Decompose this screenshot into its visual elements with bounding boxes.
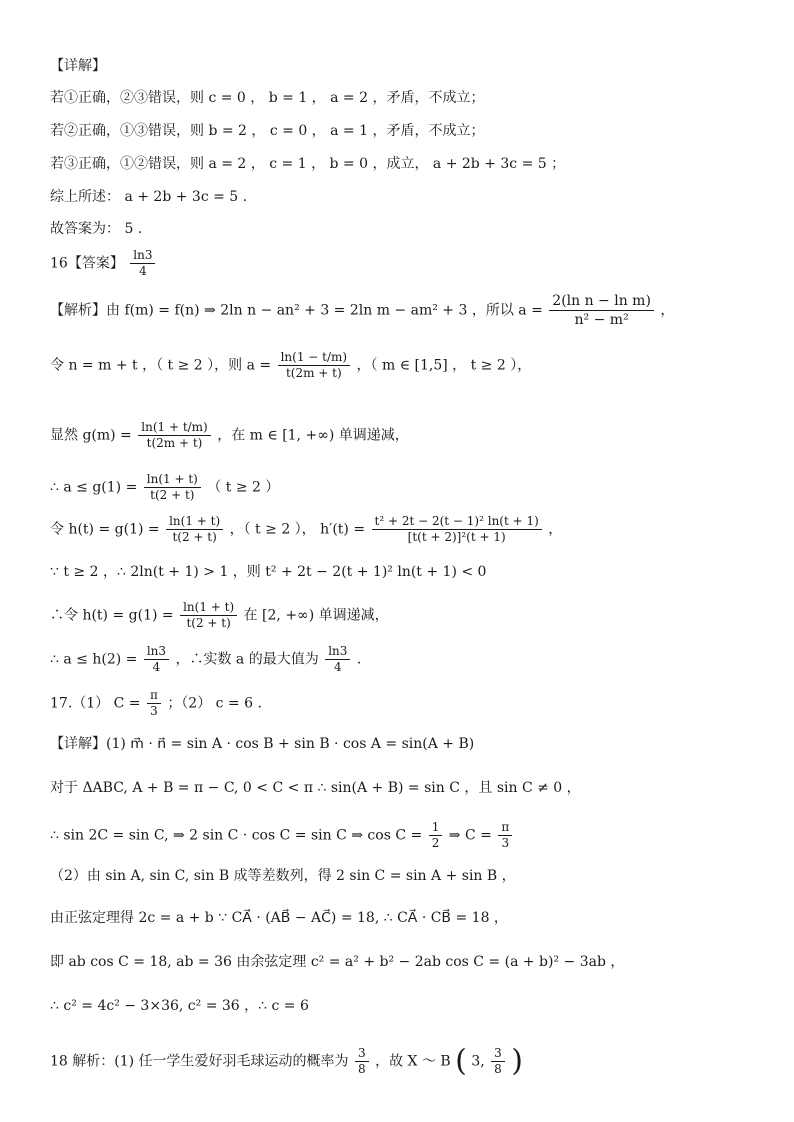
fraction-denominator: 4 xyxy=(152,660,161,674)
derivative-fraction xyxy=(372,514,542,545)
fraction-denominator: t(2 + t) xyxy=(150,488,195,502)
binomial-p-fraction xyxy=(491,1046,505,1077)
h-fraction xyxy=(166,514,223,545)
q18-text: 18 解析：(1) 任一学生爱好羽毛球运动的概率为 xyxy=(50,1053,349,1070)
fraction-denominator: t(2m + t) xyxy=(146,436,203,450)
bound-line xyxy=(50,472,754,503)
fraction-numerator: t² + 2t − 2(t − 1)² ln(t + 1) xyxy=(372,514,542,530)
g-monotone-text: 显然 g(m) = xyxy=(50,427,132,444)
fraction-denominator: t(2m + t) xyxy=(285,366,342,380)
left-paren: ( xyxy=(455,1043,467,1079)
case-1-line: 若①正确，②③错误，则 c = 0 ， b = 1 ， a = 2 ，矛盾，不成立； xyxy=(50,90,485,106)
q16-analysis-tail: ， xyxy=(660,302,675,319)
q16-answer-fraction xyxy=(130,248,155,279)
cosine-rule-line: 即 ab cos C = 18, ab = 36 由余弦定理 c² = a² + b² − 2ab cos C = (a + b)² − 3ab ， xyxy=(50,954,625,970)
fraction-denominator: n² − m² xyxy=(574,312,629,328)
fraction-numerator: 1 xyxy=(429,820,443,836)
analysis-fraction xyxy=(549,292,654,329)
q17-detail-line: 【详解】(1) m⃗ · n⃗ = sin A · cos B + sin B · cos A = sin(A + B) xyxy=(50,736,475,752)
cos-text: ∴ sin 2C = sin C, ⇒ 2 sin C · cos C = sin C ⇒ cos C = xyxy=(50,827,423,844)
h-monotone-text: ∴令 h(t) = g(1) = xyxy=(50,607,174,624)
arithmetic-seq-line: （2）由 sin A, sin C, sin B 成等差数列，得 2 sin C = sin A + sin B ， xyxy=(50,868,516,884)
fraction-numerator: ln(1 + t) xyxy=(166,514,223,530)
fraction-denominator: 4 xyxy=(333,660,342,674)
fraction-numerator: ln(1 − t/m) xyxy=(278,350,351,366)
fraction-denominator: 8 xyxy=(358,1062,366,1076)
fraction-denominator: 3 xyxy=(150,704,158,718)
max-value-line xyxy=(50,644,754,675)
q18-line xyxy=(50,1043,754,1079)
bound-fraction xyxy=(144,472,201,503)
substitution-text: 令 n = m + t ，（ t ≥ 2 ），则 a = xyxy=(50,357,272,374)
derivative-line xyxy=(50,514,754,545)
angle-fraction xyxy=(498,820,512,851)
fraction-numerator: ln(1 + t) xyxy=(180,600,237,616)
derivative-mid: ，（ t ≥ 2 ）， h′(t) = xyxy=(229,521,366,538)
case-2-line: 若②正确，①③错误，则 b = 2 ， c = 0 ， a = 1 ，矛盾，不成立； xyxy=(50,123,485,139)
max-value-fraction xyxy=(144,644,169,675)
summary-line: 综上所述： a + 2b + 3c = 5 . xyxy=(50,189,248,205)
substitution-line xyxy=(50,350,754,381)
max-value-tail: . xyxy=(356,651,362,668)
cos-fraction xyxy=(429,820,443,851)
sine-rule-line: 由正弦定理得 2c = a + b ∵ CA⃗ · (AB⃗ − AC⃗) = 18, ∴ CA⃗ · CB⃗ = 18 ， xyxy=(50,910,508,926)
g-monotone-line xyxy=(50,420,754,451)
h-monotone-fraction xyxy=(180,600,237,631)
bound-text: ∴ a ≤ g(1) = xyxy=(50,479,138,496)
fraction-numerator: π xyxy=(147,688,161,704)
q18-mid: ，故 X ～ B xyxy=(375,1053,451,1070)
fraction-numerator: 2(ln n − ln m) xyxy=(549,292,654,311)
q16-answer-label: 16【答案】 xyxy=(50,255,124,272)
fraction-denominator: 4 xyxy=(139,264,147,278)
fraction-numerator: ln(1 + t/m) xyxy=(138,420,211,436)
fraction-denominator: 3 xyxy=(501,836,510,850)
substitution-fraction xyxy=(278,350,351,381)
right-paren: ) xyxy=(511,1043,523,1079)
fraction-denominator: t(2 + t) xyxy=(172,530,217,544)
q16-analysis-line xyxy=(50,292,754,329)
detail-heading: 【详解】 xyxy=(50,58,106,74)
q17-answer-tail: ；（2） c = 6 . xyxy=(167,695,262,712)
q16-analysis-text: 【解析】由 f(m) = f(n) ⇒ 2ln n − an² + 3 = 2ln m − am² + 3 ，所以 a = xyxy=(50,302,543,319)
fraction-numerator: 3 xyxy=(355,1046,369,1062)
bound-tail: （ t ≥ 2 ） xyxy=(207,479,280,496)
sign-line: ∵ t ≥ 2 ，∴ 2ln(t + 1) > 1 ，则 t² + 2t − 2(t + 1)² ln(t + 1) < 0 xyxy=(50,564,487,580)
q17-answer-text: 17.（1） C = xyxy=(50,695,141,712)
max-value-text: ∴ a ≤ h(2) = xyxy=(50,651,138,668)
fraction-numerator: π xyxy=(498,820,512,836)
substitution-tail: ，（ m ∈ [1,5] ， t ≥ 2 ）， xyxy=(356,357,532,374)
fraction-denominator: t(2 + t) xyxy=(186,616,231,630)
fraction-numerator: 3 xyxy=(491,1046,505,1062)
fraction-numerator: ln(1 + t) xyxy=(144,472,201,488)
cos-mid: ⇒ C = xyxy=(448,827,492,844)
cos-line xyxy=(50,820,754,851)
fraction-denominator: 8 xyxy=(494,1062,502,1076)
q17-answer-line xyxy=(50,688,754,719)
fraction-numerator: ln3 xyxy=(130,248,155,264)
h-monotone-line xyxy=(50,600,754,631)
q16-answer-line xyxy=(50,248,754,279)
triangle-line: 对于 ΔABC, A + B = π − C, 0 < C < π ∴ sin(A + B) = sin C ，且 sin C ≠ 0 ， xyxy=(50,780,581,796)
max-value-mid: ，∴实数 a 的最大值为 xyxy=(175,651,319,668)
fraction-numerator: ln3 xyxy=(325,644,350,660)
g-fraction xyxy=(138,420,211,451)
fraction-numerator: ln3 xyxy=(144,644,169,660)
max-value-fraction-2 xyxy=(325,644,350,675)
fraction-denominator: [t(t + 2)]²(t + 1) xyxy=(407,530,506,544)
answer-line: 故答案为： 5 . xyxy=(50,221,143,237)
g-monotone-tail: ，在 m ∈ [1, +∞) 单调递减， xyxy=(217,427,409,444)
c-solution-line: ∴ c² = 4c² − 3×36, c² = 36 ，∴ c = 6 xyxy=(50,998,309,1014)
derivative-text: 令 h(t) = g(1) = xyxy=(50,521,160,538)
case-3-line: 若③正确，①②错误，则 a = 2 ， c = 1 ， b = 0 ，成立， a + 2b + 3c = 5 ； xyxy=(50,156,566,172)
h-monotone-tail: 在 [2, +∞) 单调递减， xyxy=(243,607,389,624)
probability-fraction xyxy=(355,1046,369,1077)
fraction-denominator: 2 xyxy=(431,836,440,850)
derivative-tail: ， xyxy=(548,521,563,538)
binomial-n: 3, xyxy=(471,1053,485,1070)
q17-fraction xyxy=(147,688,161,719)
